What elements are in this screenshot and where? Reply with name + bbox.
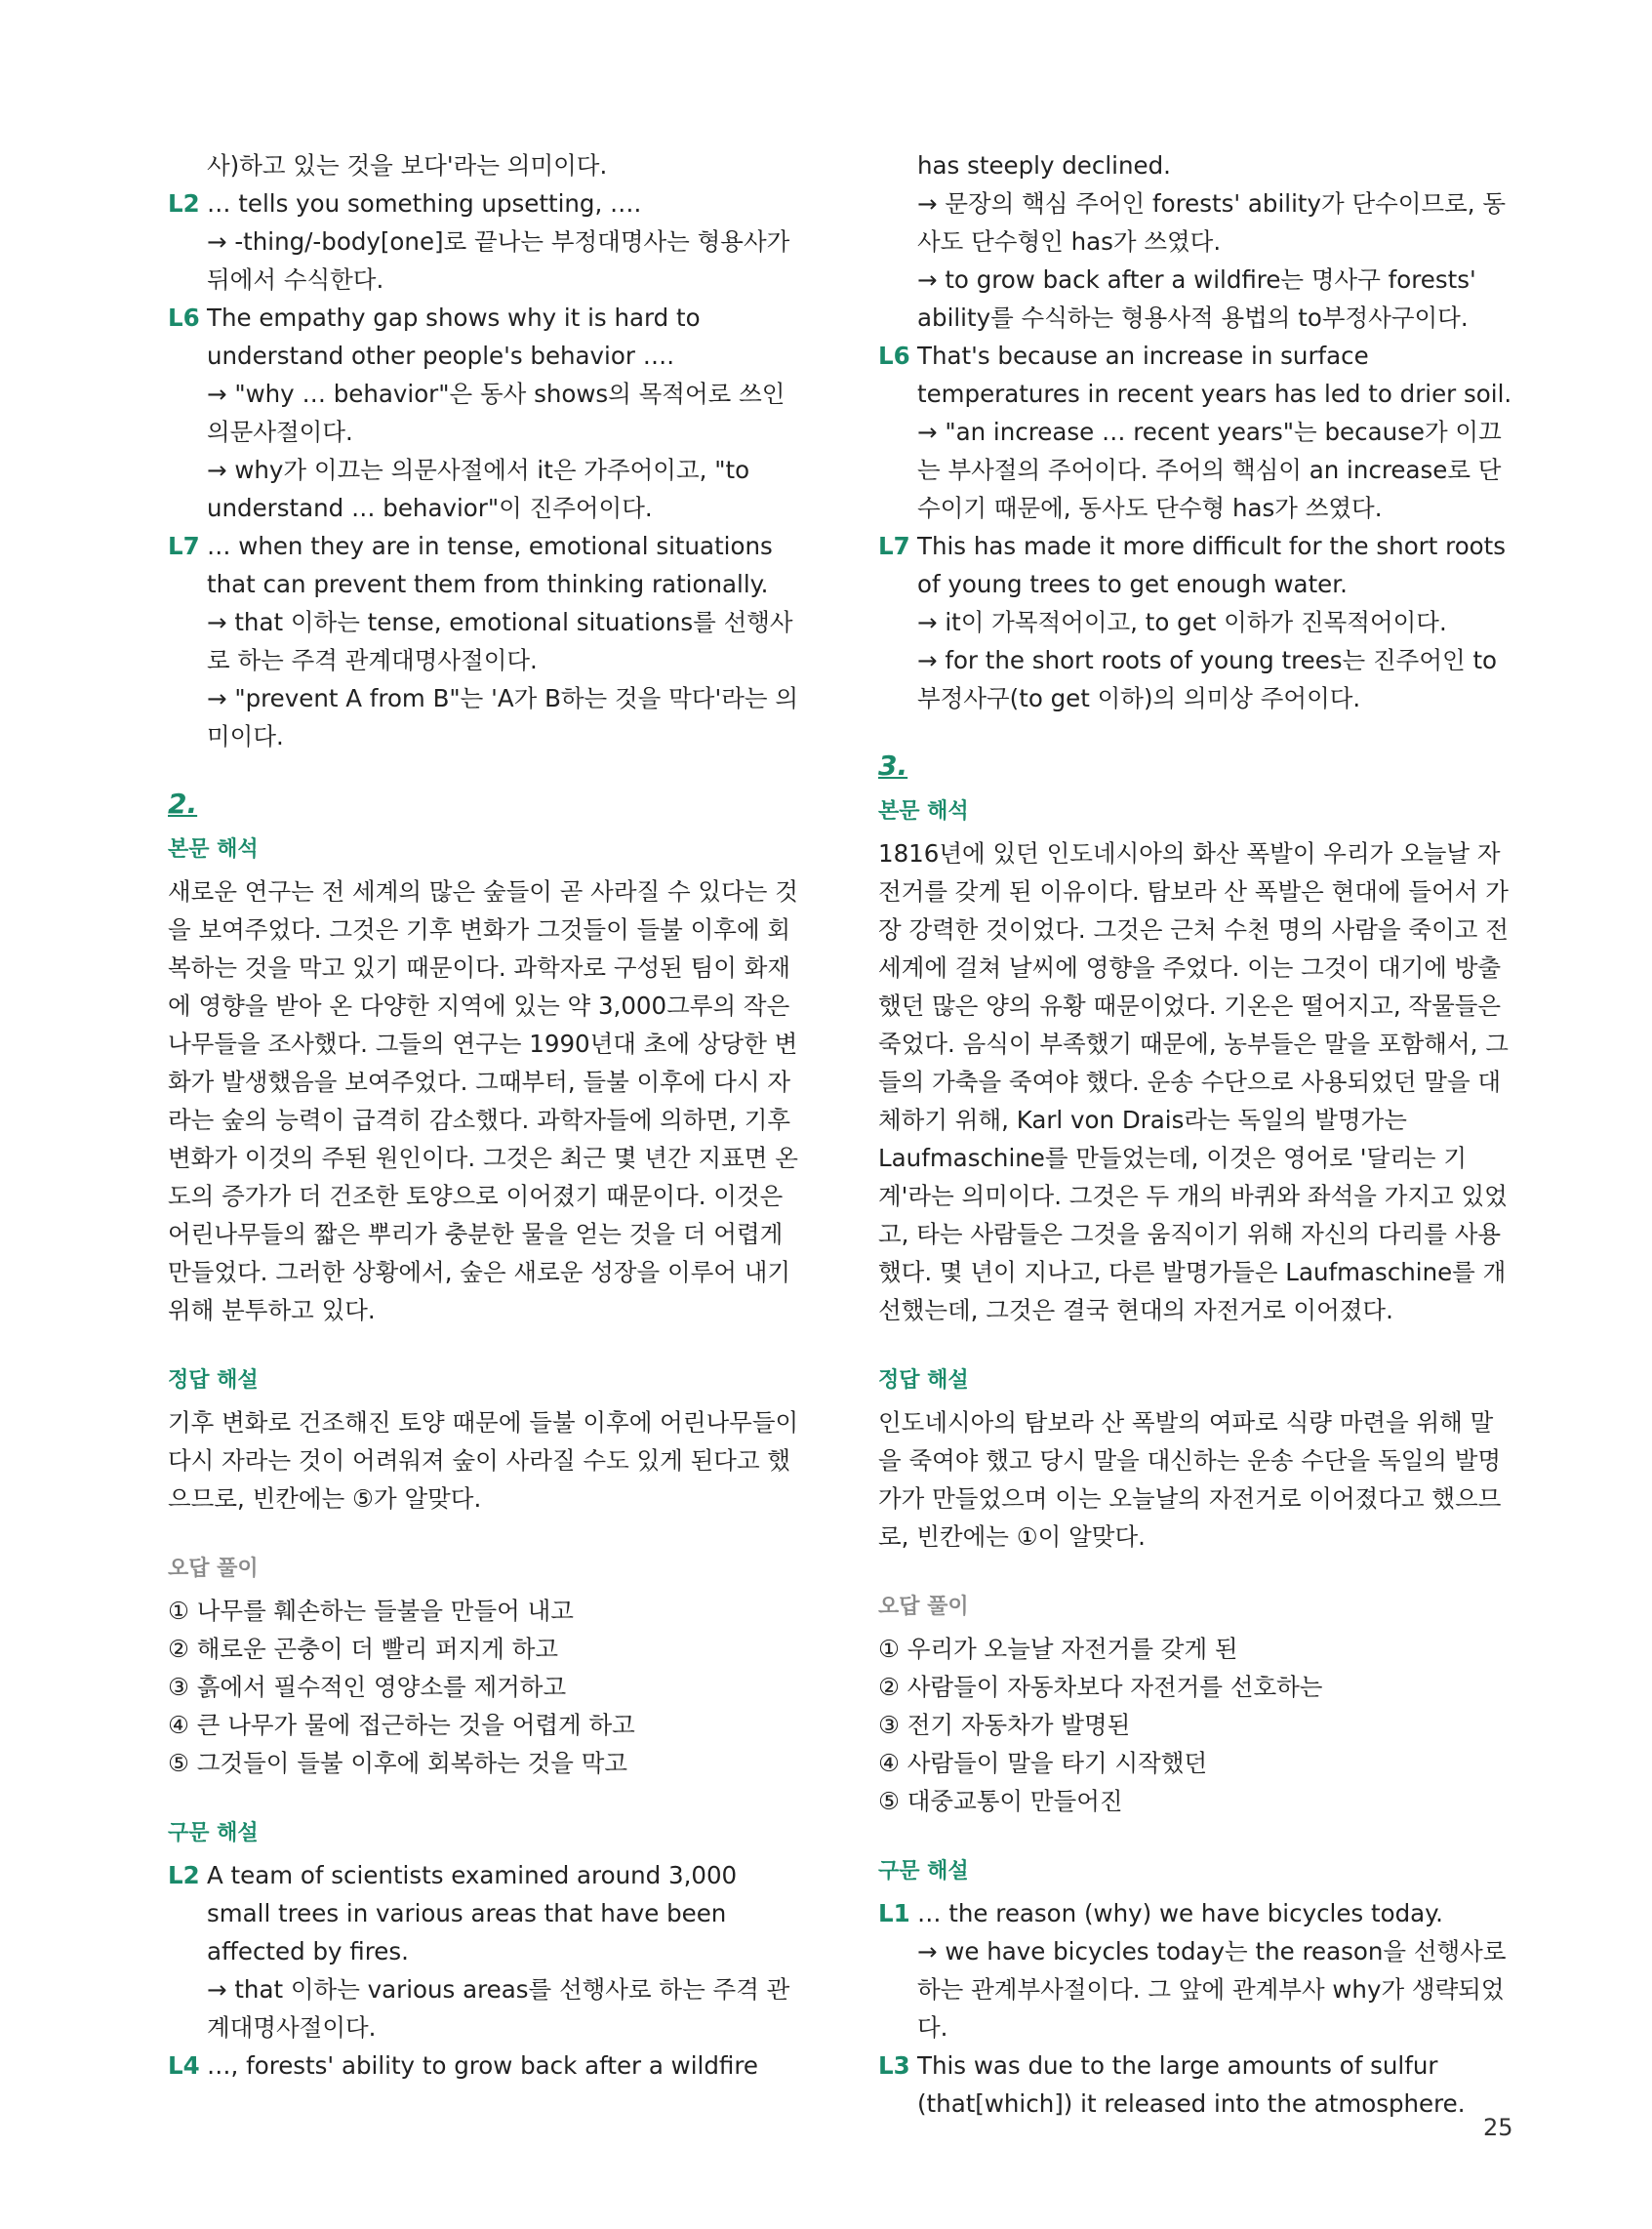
- right-column: [878, 146, 1512, 2123]
- syntax-note: → for the short roots of young trees는 진주어인 to부정사구(to get 이하)의 의미상 주어이다.: [917, 646, 1498, 712]
- line-label: L7: [878, 532, 910, 560]
- syntax-item: [168, 527, 802, 603]
- continued-text: has steeply declined.: [917, 151, 1171, 180]
- syntax-note: → to grow back after a wildfire는 명사구 forests' ability를 수식하는 형용사적 용법의 to부정사구이다.: [917, 265, 1476, 332]
- line-label: L2: [168, 1861, 200, 1889]
- syntax-heading: 구문 해설: [168, 1821, 259, 1845]
- line-label: L4: [168, 2051, 200, 2080]
- syntax-sentence: … tells you something upsetting, ….: [207, 189, 642, 218]
- syntax-sentence: This was due to the large amounts of sulfur (that[which]) it released into the atmosphere.: [917, 2051, 1466, 2118]
- syntax-sentence: The empathy gap shows why it is hard to understand other people's behavior ….: [207, 304, 701, 370]
- wrong-option: ① 나무를 훼손하는 들불을 만들어 내고: [168, 1597, 574, 1625]
- syntax-note: → -thing/-body[one]로 끝나는 부정대명사는 형용사가 뒤에서 수식한다.: [207, 227, 790, 294]
- line-label: L1: [878, 1899, 910, 1927]
- page-number: 25: [1483, 2114, 1513, 2141]
- syntax-sentence: A team of scientists examined around 3,000 small trees in various areas that have been affected by fires.: [207, 1861, 738, 1966]
- wrong-heading: 오답 풀이: [168, 1557, 259, 1581]
- wrong-option: ② 해로운 곤충이 더 빨리 퍼지게 하고: [168, 1635, 559, 1663]
- wrong-heading: 오답 풀이: [878, 1595, 969, 1619]
- syntax-sentence: That's because an increase in surface temperatures in recent years has led to drier soil.: [917, 342, 1512, 408]
- syntax-item: [168, 1856, 802, 1970]
- line-label: L3: [878, 2051, 910, 2080]
- syntax-item: [878, 527, 1512, 603]
- answer-heading: 정답 해설: [878, 1368, 969, 1393]
- wrong-option: ④ 큰 나무가 물에 접근하는 것을 어렵게 하고: [168, 1711, 635, 1739]
- wrong-option: ③ 흙에서 필수적인 영양소를 제거하고: [168, 1673, 567, 1701]
- left-column: [168, 146, 802, 2085]
- syntax-note: → that 이하는 tense, emotional situations를 선행사로 하는 주격 관계대명사절이다.: [207, 608, 793, 674]
- translation-heading: 본문 해석: [878, 799, 969, 824]
- syntax-item: [168, 299, 802, 375]
- answer-heading: 정답 해설: [168, 1368, 259, 1393]
- syntax-sentence: This has made it more difficult for the short roots of young trees to get enough water.: [917, 532, 1507, 598]
- syntax-heading: 구문 해설: [878, 1859, 969, 1884]
- syntax-item: [168, 184, 802, 223]
- translation-text: 새로운 연구는 전 세계의 많은 숲들이 곧 사라질 수 있다는 것을 보여주었다. 그것은 기후 변화가 그것들이 들불 이후에 회복하는 것을 막고 있기 때문이다. 과학자로 구성된 팀이 화재에 영향을 받아 온 다양한 지역에 있는 약 3,000그루의 작은 나무들을 조사했다. 그들의 연구는 1990년대 초에 상당한 변화가 발생했음을 보여주었다. 그때부터, 들불 이후에 다시 자라는 숲의 능력이 급격히 감소했다. 과학자들에 의하면, 기후 변화가 이것의 주된 원인이다. 그것은 최근 몇 년간 지표면 온도의 증가가 더 건조한 토양으로 이어졌기 때문이다. 이것은 어린나무들의 짧은 뿌리가 충분한 물을 얻는 것을 더 어렵게 만들었다. 그러한 상황에서, 숲은 새로운 성장을 이루어 내기 위해 분투하고 있다.: [168, 877, 798, 1324]
- syntax-note: → it이 가목적어이고, to get 이하가 진목적어이다.: [917, 608, 1447, 636]
- line-label: L2: [168, 189, 200, 218]
- wrong-option: ③ 전기 자동차가 발명된: [878, 1711, 1131, 1739]
- syntax-note: → that 이하는 various areas를 선행사로 하는 주격 관계대명사절이다.: [207, 1975, 790, 2042]
- answer-text: 기후 변화로 건조해진 토양 때문에 들불 이후에 어린나무들이 다시 자라는 것이 어려워져 숲이 사라질 수도 있게 된다고 했으므로, 빈칸에는 ⑤가 알맞다.: [168, 1408, 799, 1513]
- syntax-note: → why가 이끄는 의문사절에서 it은 가주어이고, "to understand … behavior"이 진주어이다.: [207, 456, 750, 522]
- syntax-item: [878, 2047, 1512, 2123]
- syntax-sentence: …, forests' ability to grow back after a wildfire: [207, 2051, 758, 2080]
- line-label: L6: [168, 304, 200, 332]
- wrong-option: ② 사람들이 자동차보다 자전거를 선호하는: [878, 1673, 1323, 1701]
- syntax-note: → "why … behavior"은 동사 shows의 목적어로 쓰인 의문사절이다.: [207, 380, 786, 446]
- syntax-item: [878, 337, 1512, 413]
- translation-heading: 본문 해석: [168, 837, 259, 862]
- syntax-note: → we have bicycles today는 the reason을 선행사로 하는 관계부사절이다. 그 앞에 관계부사 why가 생략되었다.: [917, 1937, 1507, 2042]
- line-label: L6: [878, 342, 910, 370]
- line-label: L7: [168, 532, 200, 560]
- wrong-option: ⑤ 대중교통이 만들어진: [878, 1787, 1123, 1815]
- syntax-sentence: … the reason (why) we have bicycles today.: [917, 1899, 1443, 1927]
- syntax-note: → "prevent A from B"는 'A가 B하는 것을 막다'라는 의미이다.: [207, 684, 798, 750]
- syntax-note: → "an increase … recent years"는 because가 이끄는 부사절의 주어이다. 주어의 핵심이 an increase로 단수이기 때문에, 동사도 단수형 has가 쓰였다.: [917, 418, 1502, 522]
- wrong-option: ① 우리가 오늘날 자전거를 갖게 된: [878, 1635, 1238, 1663]
- syntax-item: [168, 2047, 802, 2085]
- section-number: 2.: [168, 788, 198, 820]
- syntax-note: → 문장의 핵심 주어인 forests' ability가 단수이므로, 동사도 단수형인 has가 쓰였다.: [917, 189, 1507, 256]
- section-number: 3.: [878, 750, 908, 782]
- syntax-item: [878, 1894, 1512, 1932]
- continued-text: 사)하고 있는 것을 보다'라는 의미이다.: [207, 151, 608, 180]
- wrong-option: ⑤ 그것들이 들불 이후에 회복하는 것을 막고: [168, 1749, 628, 1777]
- translation-text: 1816년에 있던 인도네시아의 화산 폭발이 우리가 오늘날 자전거를 갖게 된 이유이다. 탐보라 산 폭발은 현대에 들어서 가장 강력한 것이었다. 그것은 근처 수천 명의 사람을 죽이고 전 세계에 걸쳐 날씨에 영향을 주었다. 이는 그것이 대기에 방출했던 많은 양의 유황 때문이었다. 기온은 떨어지고, 작물들은 죽었다. 음식이 부족했기 때문에, 농부들은 말을 포함해서, 그들의 가축을 죽여야 했다. 운송 수단으로 사용되었던 말을 대체하기 위해, Karl von Drais라는 독일의 발명가는 Laufmaschine를 만들었는데, 이것은 영어로 '달리는 기계'라는 의미이다. 그것은 두 개의 바퀴와 좌석을 가지고 있었고, 타는 사람들은 그것을 움직이기 위해 자신의 다리를 사용했다. 몇 년이 지나고, 다른 발명가들은 Laufmaschine를 개선했는데, 그것은 결국 현대의 자전거로 이어졌다.: [878, 839, 1509, 1324]
- answer-text: 인도네시아의 탐보라 산 폭발의 여파로 식량 마련을 위해 말을 죽여야 했고 당시 말을 대신하는 운송 수단을 독일의 발명가가 만들었으며 이는 오늘날의 자전거로 이어졌다고 했으므로, 빈칸에는 ①이 알맞다.: [878, 1408, 1502, 1551]
- syntax-sentence: … when they are in tense, emotional situations that can prevent them from thinking rationally.: [207, 532, 773, 598]
- wrong-option: ④ 사람들이 말을 타기 시작했던: [878, 1749, 1208, 1777]
